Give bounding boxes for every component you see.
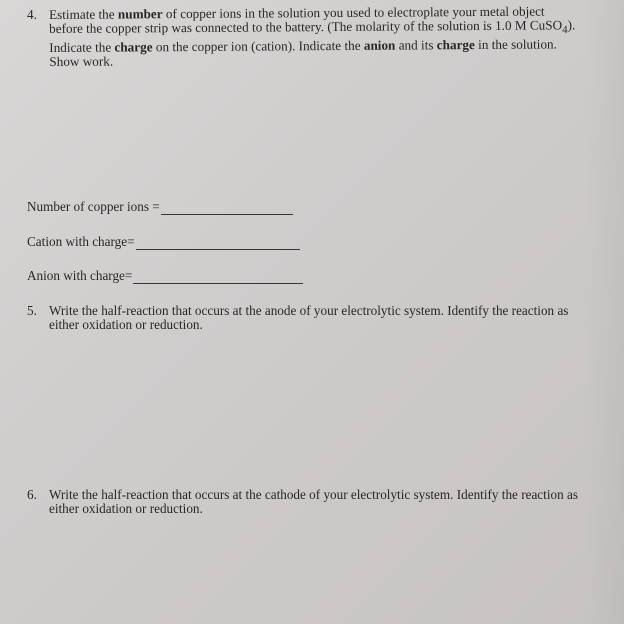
answer-line[interactable]: [133, 271, 303, 284]
question-number: 6.: [27, 487, 37, 502]
paper-shadow: [584, 0, 624, 624]
question-6: [27, 487, 589, 516]
copper-ions-label: Number of copper ions =: [27, 199, 160, 214]
cation-label: Cation with charge=: [27, 234, 135, 249]
answer-line[interactable]: [161, 202, 293, 215]
cation-answer: [27, 234, 300, 250]
copper-ions-answer: [27, 199, 293, 215]
question-text: Estimate the number of copper ions in the solution you used to electroplate your metal object before the copper strip was connected to the battery. (The molarity of the solution is 1.0 M CuSO$_4$). Indicate the charge on the copper ion (cation). Indicate the anion and its charge in the solution. Show work.: [48, 3, 576, 69]
anion-answer: [27, 268, 303, 284]
question-text: Write the half-reaction that occurs at the anode of your electrolytic system. Identify the reaction as either oxidation or reduction.: [49, 303, 569, 332]
question-number: 4.: [27, 7, 37, 22]
question-number: 5.: [27, 303, 37, 318]
question-text: Write the half-reaction that occurs at the cathode of your electrolytic system. Identify the reaction as either oxidation or reduction.: [49, 487, 578, 516]
anion-label: Anion with charge=: [27, 268, 133, 283]
question-4: [27, 3, 581, 69]
answer-line[interactable]: [136, 237, 300, 250]
question-5: [27, 303, 569, 332]
